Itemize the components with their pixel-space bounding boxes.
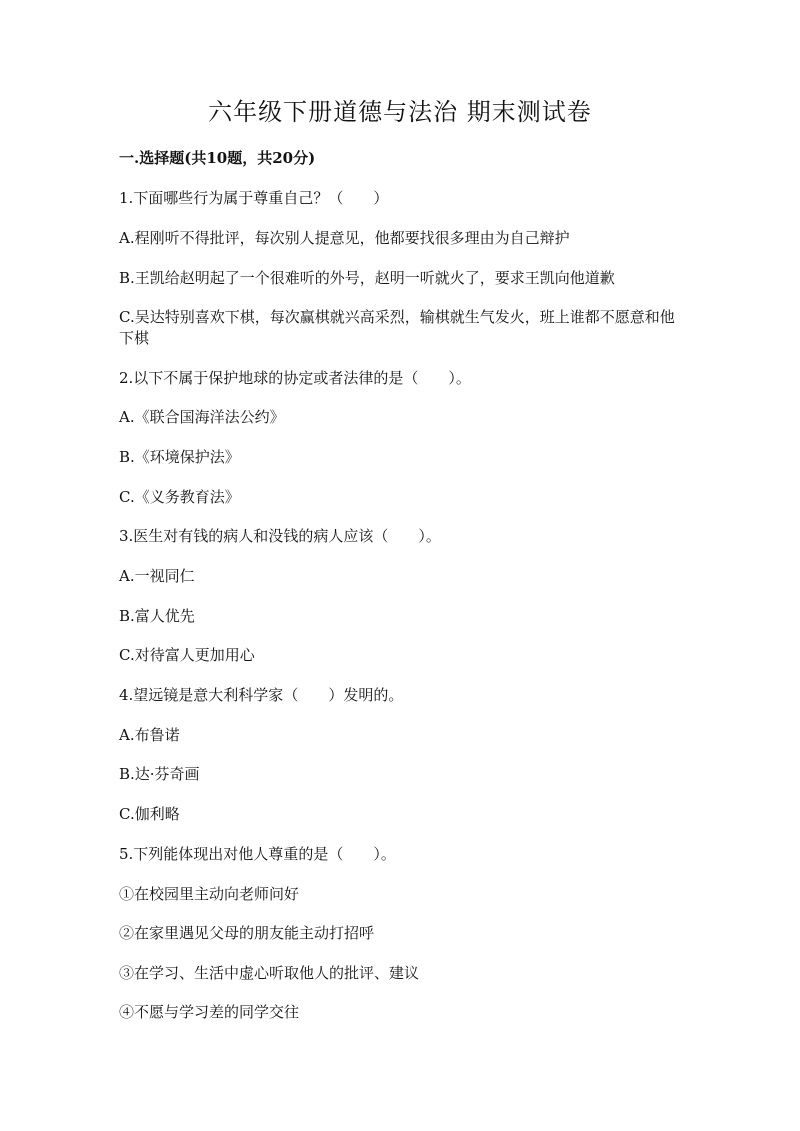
question-2-option-c: C.《义务教育法》	[119, 488, 240, 506]
question-5-item-3: ③在学习、生活中虚心听取他人的批评、建议	[119, 964, 420, 982]
question-4-option-a: A.布鲁诺	[119, 726, 180, 744]
question-3-stem: 3.医生对有钱的病人和没钱的病人应该（ ）。	[119, 527, 441, 545]
question-5-item-4: ④不愿与学习差的同学交往	[119, 1003, 300, 1021]
question-4-option-c: C.伽利略	[119, 805, 180, 823]
question-1-option-a: A.程刚听不得批评，每次别人提意见，他都要找很多理由为自己辩护	[119, 229, 570, 247]
question-3-option-c: C.对待富人更加用心	[119, 646, 255, 664]
question-1-option-b: B.王凯给赵明起了一个很难听的外号，赵明一听就火了，要求王凯向他道歉	[119, 269, 615, 287]
question-1-stem: 1.下面哪些行为属于尊重自己？（ ）	[119, 189, 389, 207]
question-1-option-c: C.吴达特别喜欢下棋，每次赢棋就兴高采烈，输棋就生气发火，班上谁都不愿意和他下棋	[119, 308, 675, 347]
section-heading: 一.选择题(共10题，共20分)	[119, 149, 316, 167]
question-3-option-a: A.一视同仁	[119, 567, 195, 585]
question-3-option-b: B.富人优先	[119, 607, 195, 625]
question-4-option-b: B.达·芬奇画	[119, 765, 200, 783]
page-title: 六年级下册道德与法治 期末测试卷	[208, 98, 592, 126]
question-2-stem: 2.以下不属于保护地球的协定或者法律的是（ ）。	[119, 369, 471, 387]
question-2-option-b: B.《环境保护法》	[119, 448, 240, 466]
question-2-option-a: A.《联合国海洋法公约》	[119, 408, 285, 426]
question-5-item-2: ②在家里遇见父母的朋友能主动打招呼	[119, 924, 375, 942]
question-4-stem: 4.望远镜是意大利科学家（ ）发明的。	[119, 686, 404, 704]
question-5-stem: 5.下列能体现出对他人尊重的是（ ）。	[119, 845, 396, 863]
question-5-item-1: ①在校园里主动向老师问好	[119, 885, 300, 903]
